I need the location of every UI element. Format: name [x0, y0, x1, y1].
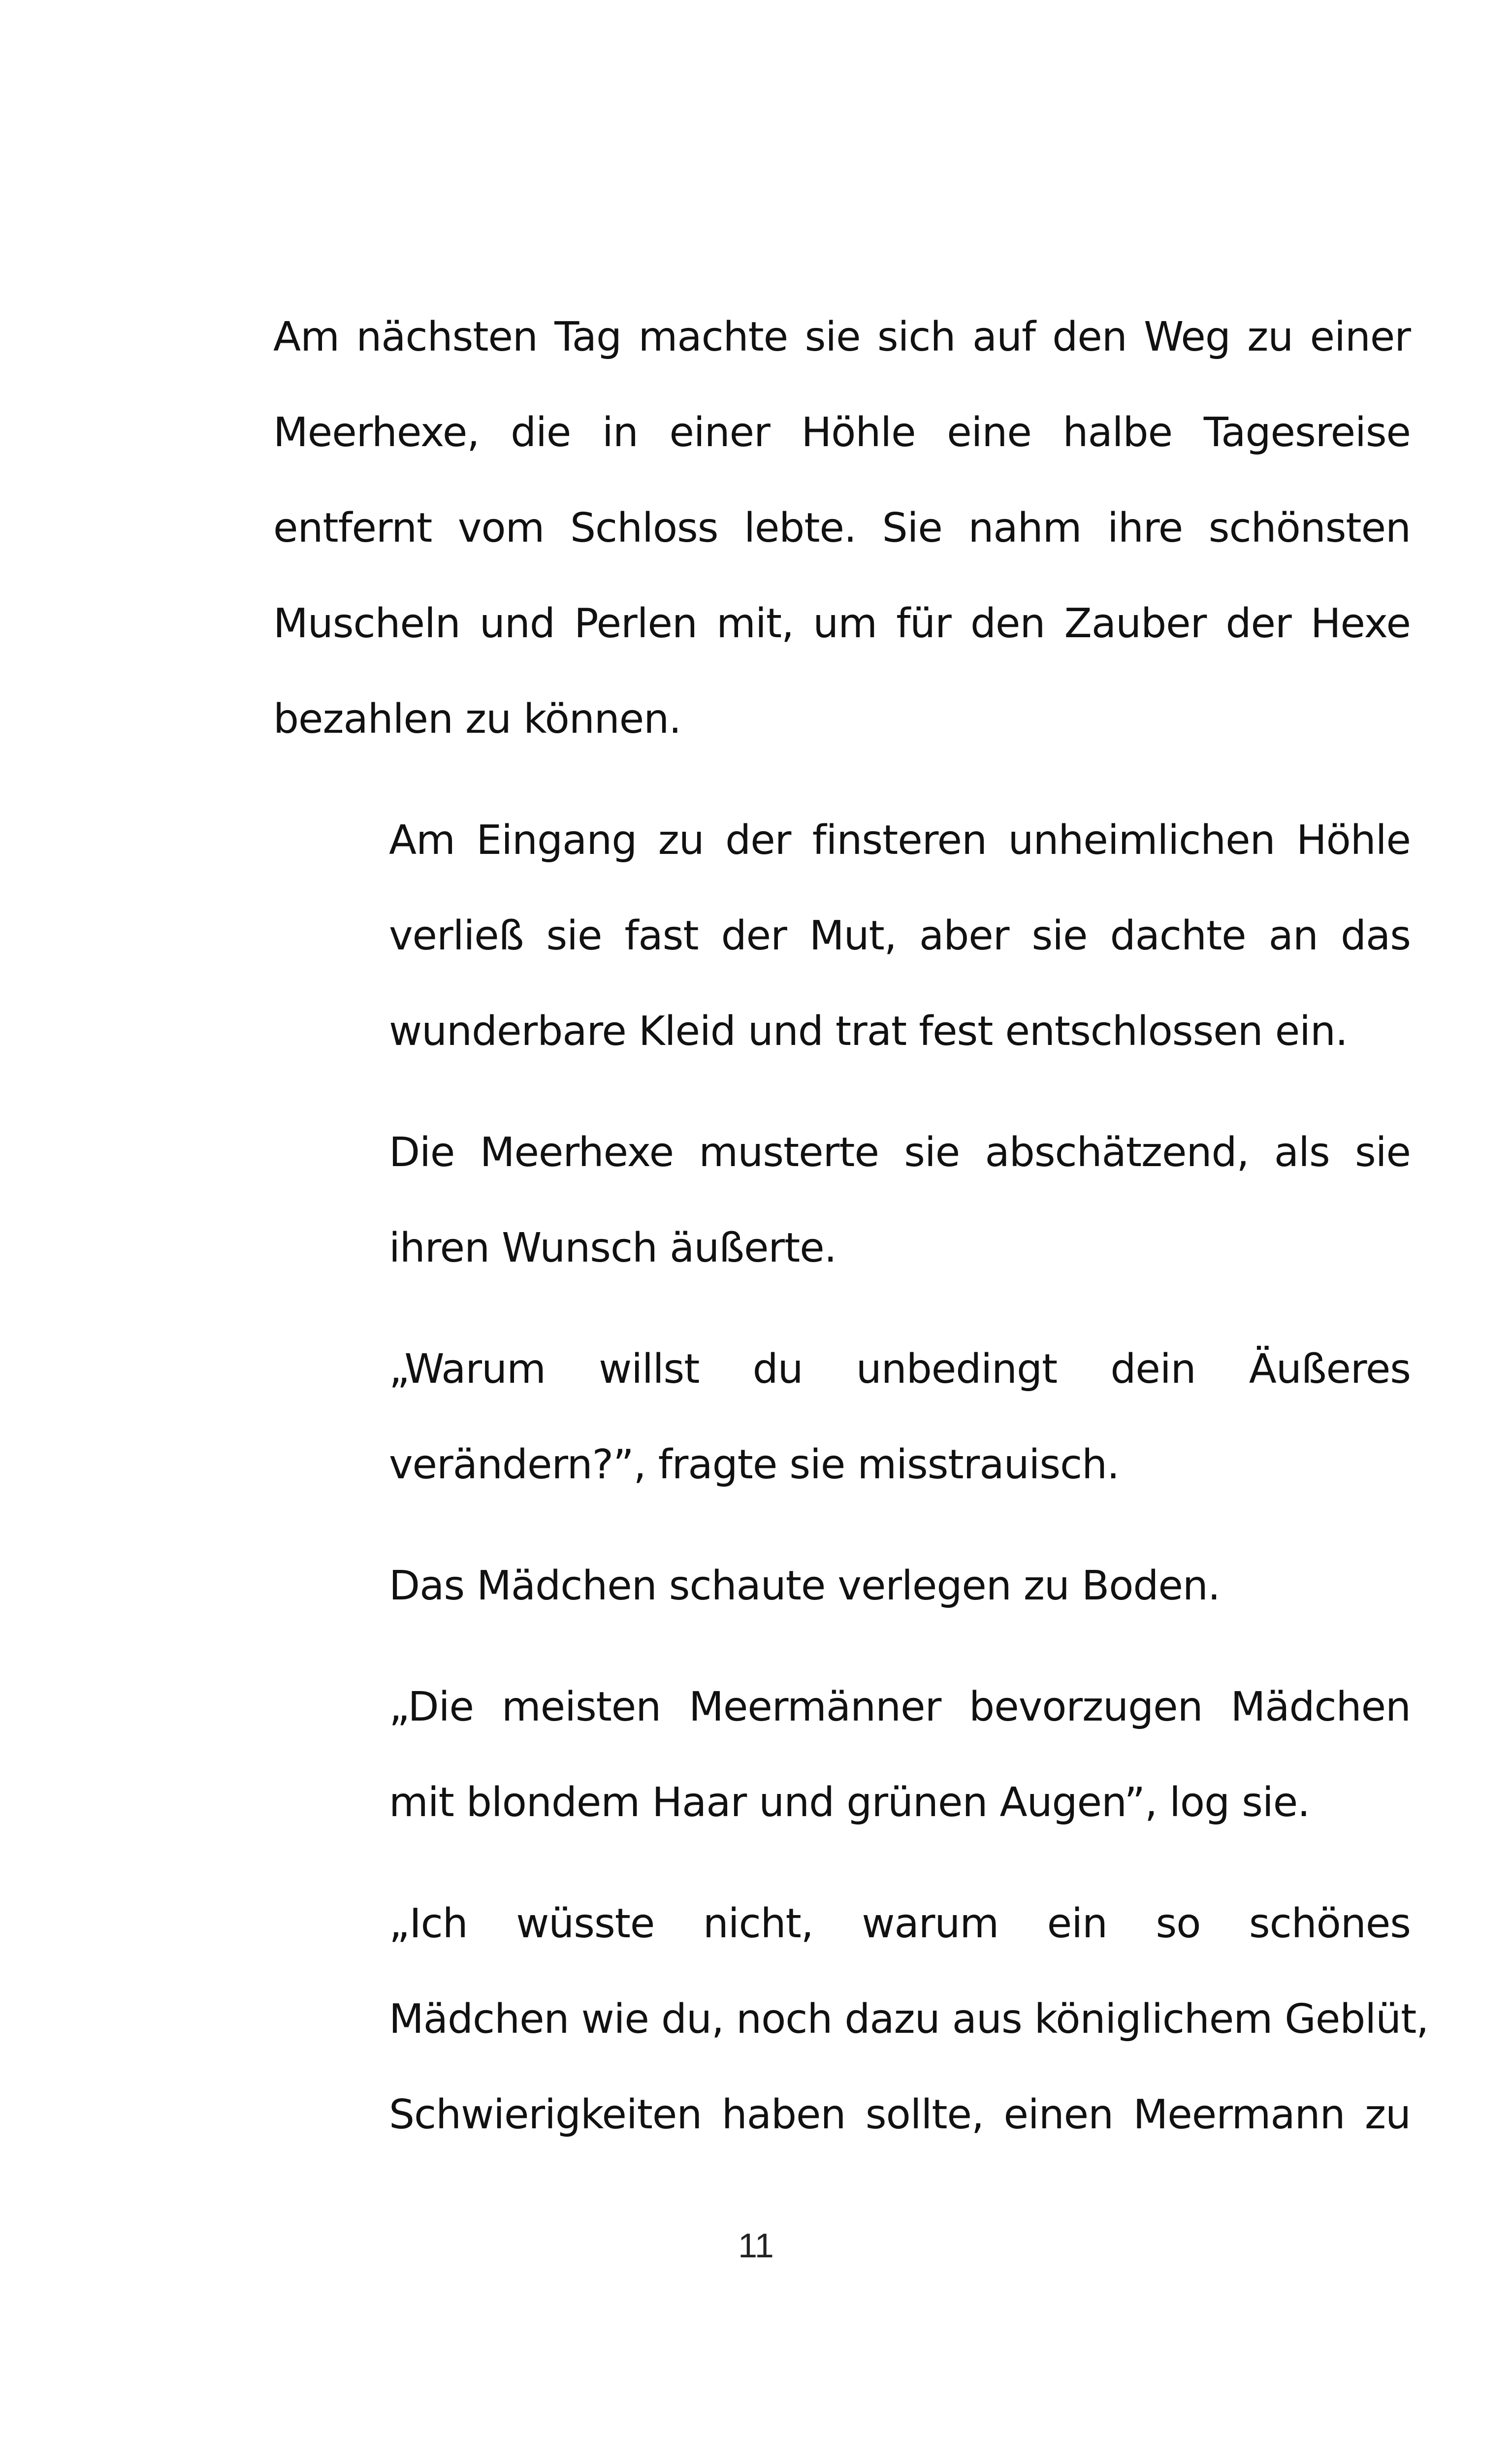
text-line: wunderbare Kleid und trat fest entschlossen ein. [389, 1008, 1348, 1055]
text-line: entfernt vom Schloss lebte. Sie nahm ihre schönsten [273, 505, 1411, 552]
page-number: 11 [738, 2226, 774, 2265]
paragraph-1 [273, 290, 1411, 767]
text-line: Das Mädchen schaute verlegen zu Boden. [389, 1563, 1220, 1609]
text-line: Mädchen wie du, noch dazu aus königlichem Geblüt, [389, 1996, 1429, 2043]
paragraph-7 [273, 1876, 1429, 2163]
paragraph-2 [273, 793, 1411, 1079]
paragraph-3 [273, 1105, 1411, 1296]
text-line: Die Meerhexe musterte sie abschätzend, als sie [389, 1129, 1411, 1176]
text-line: Meerhexe, die in einer Höhle eine halbe Tagesreise [273, 409, 1411, 456]
text-line: Am Eingang zu der finsteren unheimlichen Höhle [389, 817, 1411, 864]
text-line: „Die meisten Meermänner bevorzugen Mädchen [389, 1684, 1411, 1730]
text-line: verändern?”, fragte sie misstrauisch. [389, 1441, 1120, 1488]
text-line: Am nächsten Tag machte sie sich auf den Weg zu einer [273, 314, 1411, 360]
text-line: Muscheln und Perlen mit, um für den Zauber der Hexe [273, 600, 1411, 647]
body-text [273, 290, 1429, 2188]
text-line: verließ sie fast der Mut, aber sie dachte an das [389, 912, 1411, 959]
paragraph-4 [273, 1322, 1411, 1513]
text-line: Schwierigkeiten haben sollte, einen Meermann zu [389, 2091, 1411, 2138]
text-line: „Ich wüsste nicht, warum ein so schönes [389, 1900, 1411, 1947]
text-line: mit blondem Haar und grünen Augen”, log sie. [389, 1779, 1310, 1826]
text-line: bezahlen zu können. [273, 696, 681, 743]
text-line: ihren Wunsch äußerte. [389, 1225, 836, 1271]
text-line: „Warum willst du unbedingt dein Äußeres [389, 1346, 1411, 1393]
paragraph-6 [273, 1660, 1411, 1851]
paragraph-5 [273, 1538, 1411, 1634]
